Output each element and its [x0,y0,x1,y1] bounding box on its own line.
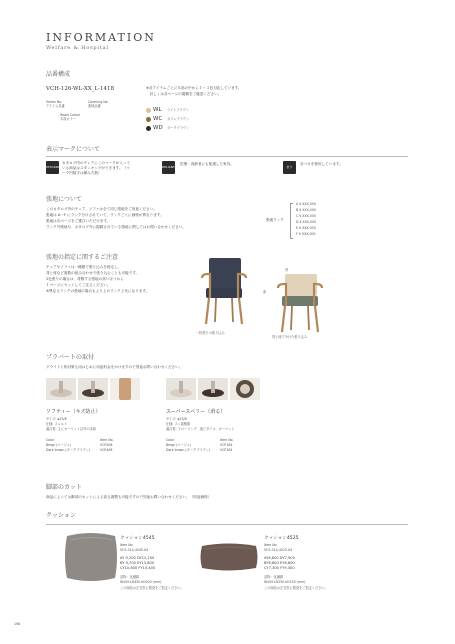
covering-line-1: このカタログ内のチェア、ソファは全て同じ張地をご用意ください。 [46,207,157,211]
cushion-4545-price-1: AY 9,200 DY12,200 [120,556,155,560]
designation-line-5: ※異なるランクの張地の場合もより上のランク上代になります。 [46,289,150,293]
cushion-4525-name: クッション4525 [264,536,299,541]
glide-description: グライドと相対策も用はじめに用途料金をかけますので別途お問い合わせください。 [46,365,183,369]
glide-super-col-color: Color [166,438,175,442]
cushion-4525-note: この商品は左右別に製造をご指定ください。 [264,586,328,590]
section-heading-covering: 張地について [46,196,82,203]
composition-note-1: ※各アイテムごとに木部の中から１〜３色対応しています。 [146,86,242,90]
divider [46,156,408,157]
cushion-4545-price-2: BY 9,700 EY13,800 [120,561,155,565]
colour-code-wc: WC [153,116,163,122]
glide-softy-title: ソフティー（キズ防止） [46,409,101,415]
chair-image-split [272,272,328,334]
page-title: INFORMATION [46,31,156,44]
glide-softy-col-color: Color [46,438,55,442]
rank-f: F ¥ XXX,000 [296,232,316,236]
cushion-4525-price-2: BY6,800 EY8,600 [264,561,295,565]
section-heading-marks: 表示マークについて [46,146,100,153]
cushion-4545-item-no: VCS-014-4545-XX [120,548,149,552]
stacking-icon: STACKING [46,161,59,174]
designation-line-3: 2色張りの場合は、背側する張地の高いほうから [46,277,124,281]
glide-super-row-2-color: Dark brown (ダークブラウン) [166,448,211,452]
glide-photo-softy-3 [110,378,140,400]
section-heading-composition: 品番構成 [46,71,71,78]
glide-softy-col-item: Item No. [100,438,114,442]
glide-super-row-1-color: Beige (ベージュ) [166,443,192,447]
covering-line-2: 張地は A〜F にランク分けされていて、ランクごとに価格が異なります。 [46,213,164,217]
designation-line-1: チェアやソファは一種類で張り込みを指定し、 [46,265,122,269]
mark-seat: 座 [263,290,267,294]
chair-image-single [196,252,252,328]
colour-code-wl: WL [153,107,162,113]
mark-back: 背 [285,268,289,272]
glide-super-title: スーパースベリー（滑る） [166,409,226,415]
glide-photo-super-2 [198,378,228,400]
designation-line-4: １ページにセットしてご注文ください。 [46,283,111,287]
antivirus-icon: 抗ウ [283,161,296,174]
cushion-4545-price-3: CY10,800 FY15,400 [120,566,156,570]
mark-text-reliant: 医療・高齢者にも配慮した家具。 [180,162,234,166]
covering-no-label: Covering No. 張地品番 [88,100,109,109]
colour-name-wc: カフェブラウン [167,117,190,121]
cushion-4545-material: 詰物：化繊綿 [120,575,140,579]
legcut-text: 商品によっては脚部のカットによる高さ調整も可能ですので別途お問い合わせください。（別途価格） [46,495,212,499]
glide-photo-super-1 [166,378,196,400]
colour-name-wd: ダークブラウン [167,126,190,130]
wood-colour-label: Wood Colour 木部カラー [60,113,81,122]
cushion-4525-material: 詰物：化繊綿 [264,575,284,579]
colour-swatch-wl [146,108,151,113]
glide-photo-softy-1 [46,378,76,400]
colour-swatch-wc [146,117,151,122]
mark-text-antivirus: 各パネを使用しています。 [300,162,343,166]
composition-note-2: 詳しくは各ページの掲載をご確認ください。 [146,92,222,96]
glide-softy-row-2-color: Dark brown (ダークブラウン) [46,448,91,452]
divider [46,524,408,525]
covering-line-4: ランク外張地や、カタログ外に掲載されている張地に関してはお問い合わせください。 [46,225,187,229]
cushion-4525-item-no: VCS-014-4525-XX [264,548,293,552]
glide-softy-spec-2: 仕様: フェルト [46,422,68,426]
glide-softy-row-1-color: Beige (ベージュ) [46,443,72,447]
colour-code-wd: WD [153,125,163,131]
glide-softy-spec-1: サイズ: φ23/8 [46,417,67,421]
section-heading-designation: 張地の指定に関するご注意 [46,254,119,261]
rank-e: E ¥ XXX,000 [296,226,316,230]
chair-caption-single: 一枚張りの張り込み [196,331,225,335]
designation-line-2: 背と座など複数の組み合わせで張り込むことも可能です。 [46,271,140,275]
glide-super-spec-1: サイズ: φ23/8 [166,417,187,421]
glide-photo-super-3 [230,378,260,400]
product-code: VCH-126-WL-XX_L-1418 [46,86,114,92]
colour-name-wl: ライトブラウン [167,108,190,112]
series-no-label: Series No. アイテム品番 [46,100,65,109]
chair-caption-split: 背と座で分けた張り込み [272,335,308,339]
glide-super-row-1-item: VCP184 [220,443,233,447]
cushion-4545-name: クッション4545 [120,536,155,541]
glide-super-spec-3: 適合材: フローリング、塩ビタイル、カーペット [166,427,235,431]
colour-swatch-wd [146,126,151,131]
cushion-4525-size: W450×D250×H130 (mm) [264,580,306,584]
glide-super-spec-2: 仕様: フッ素樹脂 [166,422,191,426]
covering-line-3: 張地は各ページをご選びいただけます。 [46,219,111,223]
section-heading-legcut: 脚部のカット [46,484,82,491]
glide-softy-row-2-item: VCP408 [100,448,113,452]
cushion-4545-image [62,528,120,586]
section-heading-glide: プラバートの取付 [46,354,95,361]
reliant-icon: RELIANT [162,161,175,174]
covering-rank-label: 張地ランク [266,218,284,222]
section-heading-cushion: クッション [46,512,76,519]
rank-a: A ¥ XXX,000 [296,202,316,206]
glide-super-col-item: Item No. [220,438,234,442]
glide-softy-spec-3: 適合材: 主にカーペット以外の床面 [46,427,96,431]
cushion-4545-item-label: Item No. [120,543,134,547]
rank-bracket [290,203,293,239]
cushion-4525-price-3: CY7,300 FY9,300 [264,566,295,570]
cushion-4545-note: この商品は左右別に製造をご指定ください。 [120,586,184,590]
rank-c: C ¥ XXX,000 [296,214,316,218]
cushion-4545-size: W450×D450×H200 (mm) [120,580,162,584]
rank-d: D ¥ XXX,000 [296,220,317,224]
cushion-4525-price-1: AY6,800 DY7,900 [264,556,295,560]
mark-text-stacking: カタログ内のチェアにこのマークが入っている商品はスタッキングができます。（マーク内数字は積み方数） [62,161,131,175]
cushion-4525-item-label: Item No. [264,543,278,547]
glide-super-row-2-item: VCP184 [220,448,233,452]
rank-b: B ¥ XXX,000 [296,208,316,212]
glide-softy-row-1-item: VCP408 [100,443,113,447]
glide-photo-softy-2 [78,378,108,400]
page-subtitle: Welfare & Hospital [46,45,109,51]
cushion-4525-image [198,540,260,574]
page-number: 198 [14,622,21,626]
